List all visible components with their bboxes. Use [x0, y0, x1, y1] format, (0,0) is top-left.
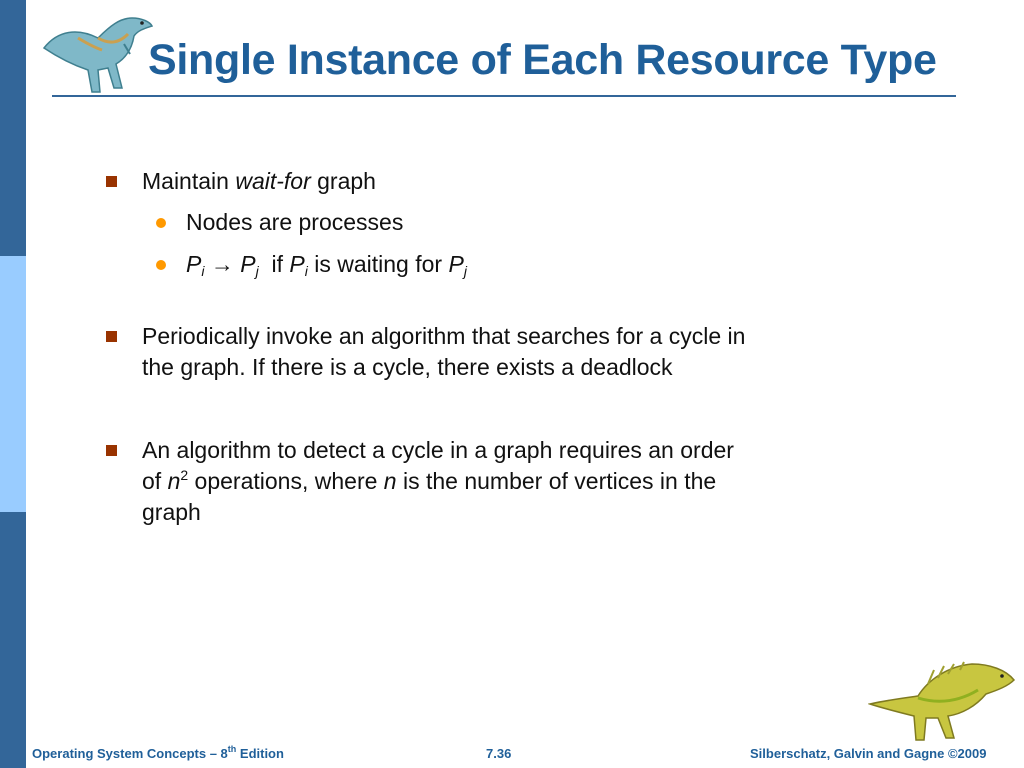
dinosaur-bottom-icon	[868, 660, 1018, 742]
square-bullet	[106, 331, 117, 342]
bullet-periodically-line2: the graph. If there is a cycle, there exists a deadlock	[142, 354, 673, 380]
sub-bullet-edge-definition	[186, 249, 467, 280]
process-symbol: P	[186, 251, 202, 277]
subscript: j	[463, 263, 467, 279]
sidebar-band-bottom	[0, 512, 26, 768]
arrow-symbol: →	[210, 251, 234, 277]
bullet-text: of	[142, 468, 168, 494]
footer-page-number: 7.36	[486, 746, 512, 761]
footer-book-title	[32, 746, 284, 761]
sidebar-band-top	[0, 0, 26, 256]
dot-bullet	[156, 260, 166, 270]
variable-n: n	[167, 468, 181, 494]
emphasis-wait-for: wait-for	[235, 168, 311, 194]
subscript: j	[255, 263, 259, 279]
variable-n: n	[383, 468, 397, 494]
bullet-text: is the number of vertices in the	[396, 468, 717, 494]
exponent: 2	[180, 467, 189, 483]
process-symbol: P	[448, 251, 464, 277]
process-symbol: P	[240, 251, 256, 277]
bullet-complexity-line2	[142, 466, 716, 497]
dot-bullet	[156, 218, 166, 228]
footer-superscript: th	[227, 744, 237, 754]
footer-text: Operating System Concepts – 8	[32, 746, 228, 761]
slide-title: Single Instance of Each Resource Type	[148, 36, 937, 84]
subscript: i	[201, 263, 205, 279]
left-sidebar	[0, 0, 26, 768]
subscript: i	[304, 263, 308, 279]
square-bullet	[106, 445, 117, 456]
title-underline	[52, 95, 956, 97]
process-symbol: P	[289, 251, 305, 277]
footer-copyright: Silberschatz, Galvin and Gagne ©2009	[750, 746, 987, 761]
square-bullet	[106, 176, 117, 187]
bullet-complexity-line3: graph	[142, 499, 201, 525]
sub-bullet-nodes: Nodes are processes	[186, 209, 404, 235]
dinosaur-top-icon	[38, 8, 156, 96]
bullet-maintain-graph	[142, 166, 376, 197]
bullet-text: operations, where	[188, 468, 384, 494]
bullet-text: is waiting for	[307, 251, 449, 277]
bullet-periodically-line1: Periodically invoke an algorithm that searches for a cycle in	[142, 323, 746, 349]
if-word: if	[271, 251, 283, 277]
bullet-complexity-line1: An algorithm to detect a cycle in a graph requires an order	[142, 437, 734, 463]
bullet-text: Maintain	[142, 168, 236, 194]
bullet-text: graph	[310, 168, 376, 194]
footer-text: Edition	[236, 746, 284, 761]
sidebar-band-middle	[0, 256, 26, 512]
